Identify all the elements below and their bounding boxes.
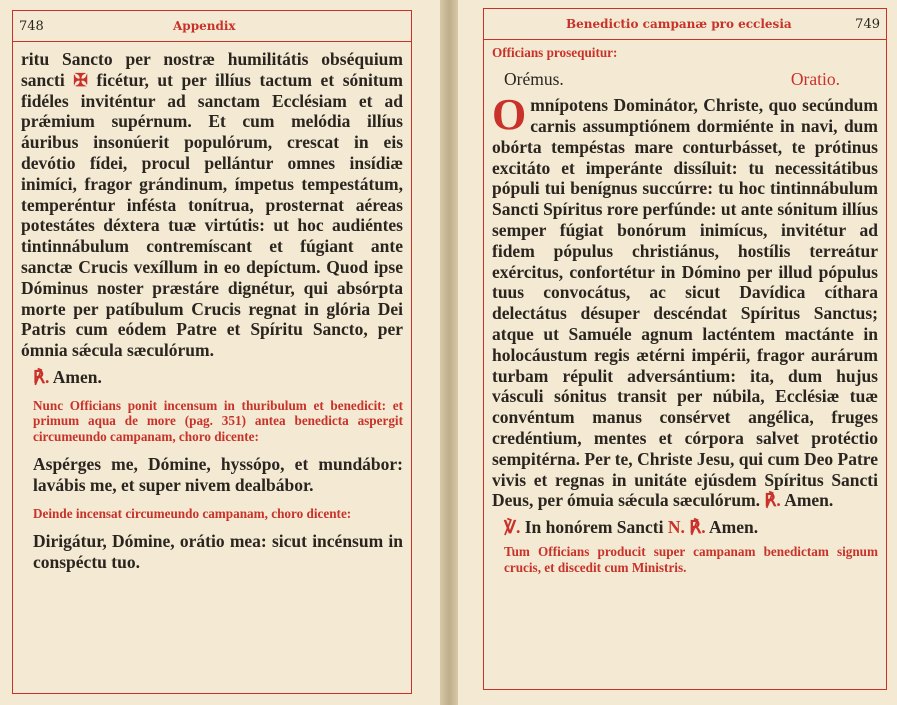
running-head: Benedictio campanæ pro ecclesia bbox=[566, 17, 792, 31]
left-page bbox=[0, 0, 440, 705]
left-page-body bbox=[21, 49, 403, 573]
oratio-paragraph bbox=[492, 90, 878, 511]
amen-text: Amen. bbox=[709, 517, 759, 538]
rubric-bottom: Tum Officians producit super campanam benedictam signum crucis, et discedit cum Ministris. bbox=[504, 544, 878, 575]
prayer-text-rest: ficétur, ut per illíus tactum et sónitum fidéles inviténtur ad sanctam Ecclésiam et ad prǽmium supérnum. Et cum melódia illíus áuribus insonúerit populórum, crescat in eis devótio fídei, procul pellántur omnes insídiæ inimíci, fragor grándinum, ímpetus tempestátum, temperéntur inféstа tonítrua, prosternat aéreas potestátes déxtera tuæ virtútis: ut hoc audiéntes tintinnábulum contremíscant et fúgiant ante sanctæ Crucis vexíllum in eo depíctum. Quod ipse Dóminus noster præstáre dignétur, qui absórpta morte per patíbulum Crucis regnat in glória Dei Patris cum eódem Patre et Spíritu Sancto, per ómnia sǽcula sæculórum. bbox=[21, 69, 403, 361]
oratio-heading: Oratio. bbox=[790, 68, 840, 89]
right-page-body bbox=[492, 45, 878, 575]
amen-text: Amen. bbox=[784, 490, 834, 511]
versicle-text: In honórem Sancti bbox=[524, 517, 664, 538]
right-page-header bbox=[484, 9, 886, 40]
amen-text: Amen. bbox=[52, 366, 102, 387]
asperges-chant: Aspérges me, Dómine, hyssópo, et mundábor: lavábis me, et super nivem dealbábor. bbox=[33, 454, 403, 496]
left-page-header bbox=[13, 11, 411, 42]
oremus: Orémus. bbox=[504, 68, 564, 89]
cross-icon: ✠ bbox=[73, 69, 88, 90]
right-page-frame bbox=[483, 8, 887, 690]
oratio-text: mnípotens Dominátor, Christe, quo secúndum carnis assumptiónem dormiénte in navi, dum obórta tempéstas mare conturbásset, te prótinus excitáto et imperánte dissíluit: tu necessitátibus pópuli tui benígnus succúrre: tu hoc tintinnábulum Sancti Spíritus rore perfúnde: ut ante sónitum illíus semper fúgiat bonórum inimícus, invitétur ad fidem pópulus christiánus, hostílis terreátur exércitus, confortétur in Dómino per illud pópulus tuus convocátus, ac sicut Davídica cíthara delectátus désuper descéndat Spíritus Sanctus; atque ut Samuéle agnum lacténtem mactánte in holocáustum regis ætérni impérii, fragor aurárum turbam répulit adversántium: ita, dum hujus vásculi sónitus transit per núbila, Ecclésiæ tuæ convéntum manus consérvet angélica, fruges credéntium, mentes et córpora salvet protéctio sempitérna. Per te, Christe Jesu, qui cum Deo Patre vivis et regnas in unitáte ejúsdem Spíritus Sancti Deus, per ómuia sǽcula sæculórum. bbox=[492, 95, 878, 511]
prayer-text-start: ritu Sancto per nostræ humilitátis obséquium sancti bbox=[21, 49, 403, 90]
versicle-line bbox=[492, 517, 878, 538]
name-placeholder: N. bbox=[667, 517, 685, 538]
running-head: Appendix bbox=[173, 19, 236, 33]
rubric-instruction-2: Deinde incensat circumeundo campanam, choro dicente: bbox=[33, 505, 352, 521]
response-symbol: ℟. bbox=[689, 517, 706, 538]
rubric-instruction: Nunc Officians ponit incensum in thuribulum et benedicit: et primum aqua de more (pag. 351) antea benedicta aspergit circumeundo campanam, choro dicente: bbox=[33, 397, 403, 444]
dirigatur-chant: Dirigátur, Dómine, orátio mea: sicut incénsum in conspéctu tuo. bbox=[33, 531, 403, 573]
versicle-symbol: ℣. bbox=[504, 517, 521, 538]
right-page bbox=[458, 0, 897, 705]
drop-cap: O bbox=[492, 90, 527, 140]
rubric-top: Officians prosequitur: bbox=[492, 45, 618, 60]
book-gutter bbox=[440, 0, 458, 705]
response-symbol: ℟. bbox=[33, 366, 50, 387]
oremus-row bbox=[492, 69, 878, 90]
response-symbol: ℟. bbox=[764, 490, 781, 511]
page-number: 749 bbox=[855, 17, 880, 32]
prayer-paragraph bbox=[21, 49, 403, 361]
page-number: 748 bbox=[19, 19, 44, 34]
left-page-frame bbox=[12, 10, 412, 694]
amen-line bbox=[21, 367, 403, 388]
